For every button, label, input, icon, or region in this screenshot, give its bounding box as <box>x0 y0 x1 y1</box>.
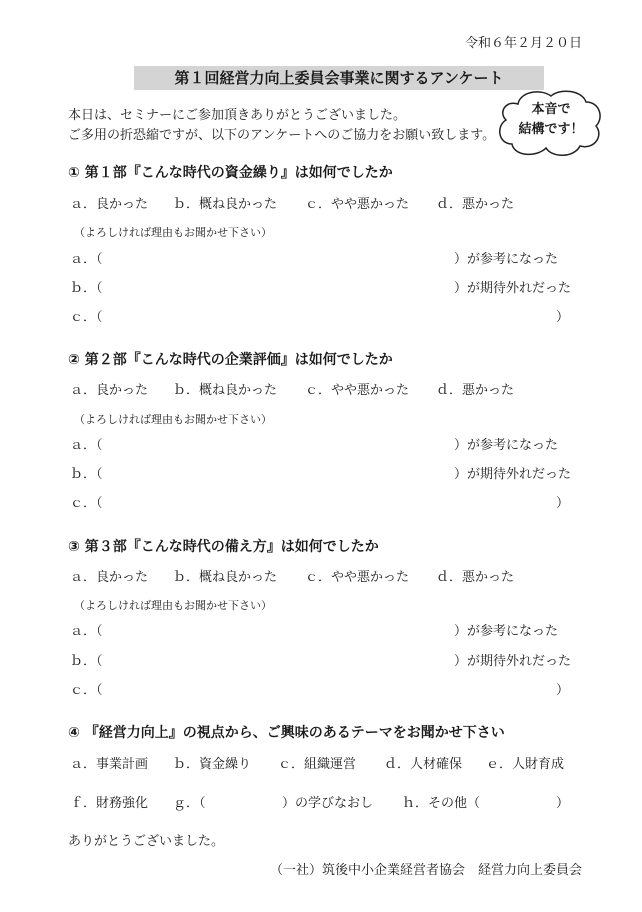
question-1-heading: ① 第１部『こんな時代の資金繰り』は如何でしたか <box>68 165 393 181</box>
q3-reason-note: （よろしければ理由もお聞かせ下さい） <box>74 599 272 612</box>
q4-option-a[interactable]: ａ．事業計画 <box>70 757 149 772</box>
q1-reason-b-close: ）が期待外れだった <box>454 281 572 296</box>
document-date: 令和６年２月２０日 <box>464 36 582 51</box>
q3-option-a[interactable]: ａ．良かった <box>70 570 149 585</box>
footer-organization: （一社）筑後中小企業経営者協会 経営力向上委員会 <box>269 863 582 878</box>
question-2-heading: ② 第２部『こんな時代の企業評価』は如何でしたか <box>68 352 393 368</box>
q3-reason-a-close: ）が参考になった <box>454 624 559 639</box>
q2-reason-a-close: ）が参考になった <box>454 438 559 453</box>
q3-reason-b-open: ｂ．（ <box>70 654 103 669</box>
q2-reason-c-open: ｃ．（ <box>70 496 103 511</box>
q4-option-g-open[interactable]: ｇ．（ <box>173 796 206 811</box>
q3-option-d[interactable]: ｄ．悪かった <box>436 570 515 585</box>
q2-option-b[interactable]: ｂ．概ね良かった <box>173 383 278 398</box>
q4-option-f[interactable]: ｆ．財務強化 <box>70 796 149 811</box>
q2-reason-c-close: ） <box>556 496 570 511</box>
q2-option-c[interactable]: ｃ．やや悪かった <box>305 383 410 398</box>
q1-reason-note: （よろしければ理由もお聞かせ下さい） <box>74 226 272 239</box>
q4-option-e[interactable]: ｅ．人財育成 <box>486 757 565 772</box>
q1-reason-c-close: ） <box>556 310 570 325</box>
q2-reason-note: （よろしければ理由もお聞かせ下さい） <box>74 413 272 426</box>
q4-option-g-close: ）の学びなおし <box>282 796 374 811</box>
q4-option-c[interactable]: ｃ．組織運営 <box>278 757 357 772</box>
question-3-heading: ③ 第３部『こんな時代の備え方』は如何でしたか <box>68 539 379 555</box>
intro-line-1: 本日は、セミナーにご参加頂きありがとうございました。 <box>68 108 407 123</box>
q3-reason-b-close: ）が期待外れだった <box>454 654 572 669</box>
q3-reason-c-close: ） <box>556 683 570 698</box>
q4-option-d[interactable]: ｄ．人材確保 <box>384 757 463 772</box>
q4-option-b[interactable]: ｂ．資金繰り <box>173 757 252 772</box>
q1-option-d[interactable]: ｄ．悪かった <box>436 197 515 212</box>
bubble-line-2: 結構です！ <box>518 122 584 137</box>
q1-option-a[interactable]: ａ．良かった <box>70 197 149 212</box>
q2-reason-b-open: ｂ．（ <box>70 467 103 482</box>
bubble-line-1: 本音で <box>531 102 571 117</box>
q1-reason-c-open: ｃ．（ <box>70 310 103 325</box>
q1-reason-a-open: ａ．（ <box>70 252 103 267</box>
document-title: 第１回経営力向上委員会事業に関するアンケート <box>134 66 544 90</box>
q3-reason-a-open: ａ．（ <box>70 624 103 639</box>
q3-reason-c-open: ｃ．（ <box>70 683 103 698</box>
q3-option-b[interactable]: ｂ．概ね良かった <box>173 570 278 585</box>
q2-option-d[interactable]: ｄ．悪かった <box>436 383 515 398</box>
q2-reason-a-open: ａ．（ <box>70 438 103 453</box>
intro-line-2: ご多用の折恐縮ですが、以下のアンケートへのご協力をお願い致します。 <box>68 128 496 143</box>
q1-reason-b-open: ｂ．（ <box>70 281 103 296</box>
q4-option-h-open[interactable]: ｈ．その他（ <box>402 796 481 811</box>
q2-option-a[interactable]: ａ．良かった <box>70 383 149 398</box>
question-4-heading: ④ 『経営力向上』の視点から、ご興味のあるテーマをお聞かせ下さい <box>68 725 505 741</box>
q1-option-b[interactable]: ｂ．概ね良かった <box>173 197 278 212</box>
q1-reason-a-close: ）が参考になった <box>454 252 559 267</box>
q4-option-h-close: ） <box>556 796 570 811</box>
q3-option-c[interactable]: ｃ．やや悪かった <box>305 570 410 585</box>
q2-reason-b-close: ）が期待外れだった <box>454 467 572 482</box>
q1-option-c[interactable]: ｃ．やや悪かった <box>305 197 410 212</box>
speech-bubble <box>496 86 606 160</box>
thanks-text: ありがとうございました。 <box>68 834 225 849</box>
